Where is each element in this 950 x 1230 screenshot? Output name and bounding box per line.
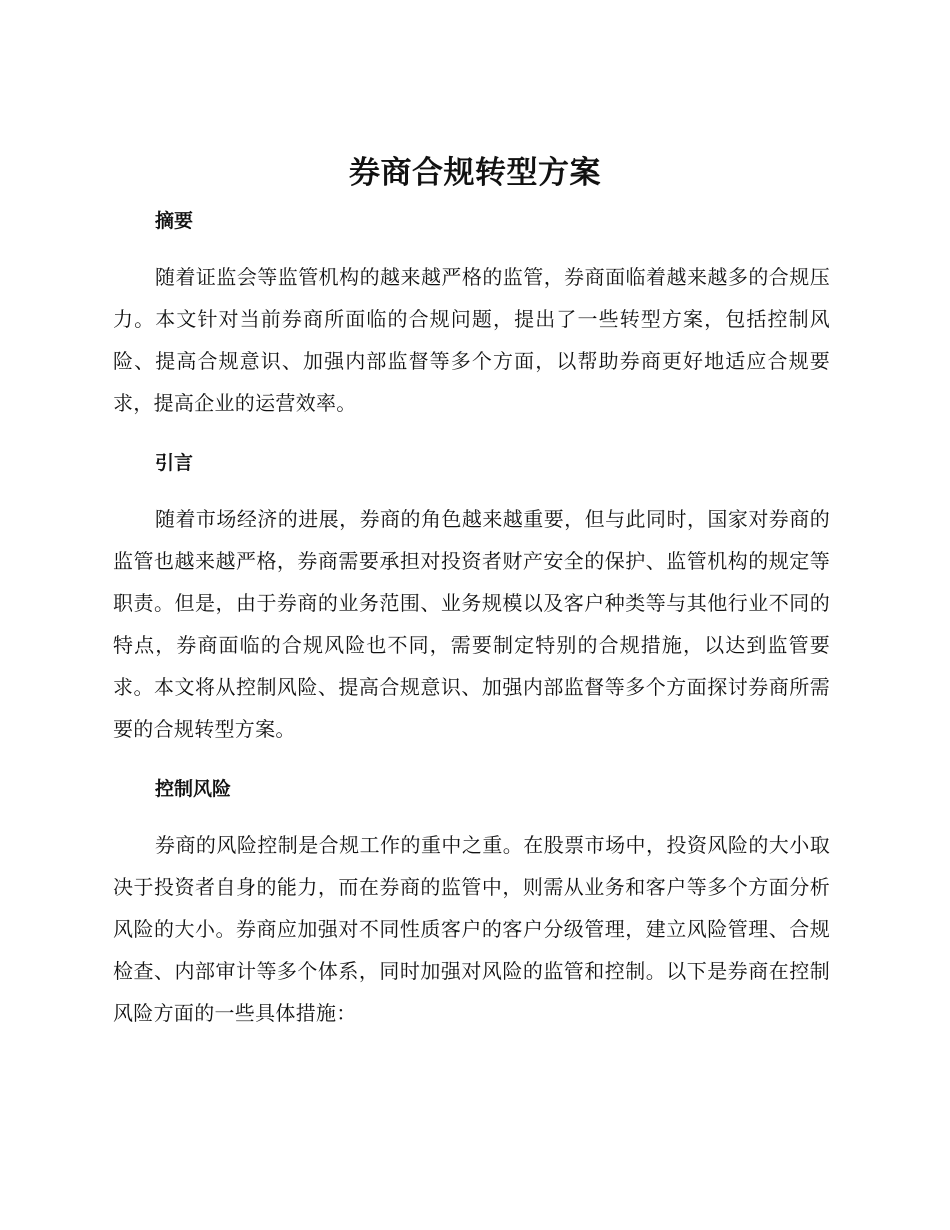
section-heading-abstract: 摘要 <box>155 210 194 232</box>
section-heading-risk-control: 控制风险 <box>155 778 232 800</box>
document-title: 券商合规转型方案 <box>349 155 601 191</box>
paragraph-introduction: 随着市场经济的进展，券商的角色越来越重要，但与此同时，国家对券商的监管也越来越严格，券商需要承担对投资者财产安全的保护、监管机构的规定等职责。但是，由于券商的业务范围、业务规模以及客户种类等与其他行业不同的特点，券商面临的合规风险也不同，需要制定特别的合规措施，以达到监管要求。本文将从控制风险、提高合规意识、加强内部监督等多个方面探讨券商所需要的合规转型方案。 <box>113 507 830 741</box>
paragraph-risk-control: 券商的风险控制是合规工作的重中之重。在股票市场中，投资风险的大小取决于投资者自身的能力，而在券商的监管中，则需从业务和客户等多个方面分析风险的大小。券商应加强对不同性质客户的客户分级管理，建立风险管理、合规检查、内部审计等多个体系，同时加强对风险的监管和控制。以下是券商在控制风险方面的一些具体措施： <box>113 833 830 1025</box>
document-body <box>113 202 830 1034</box>
paragraph-abstract: 随着证监会等监管机构的越来越严格的监管，券商面临着越来越多的合规压力。本文针对当前券商所面临的合规问题，提出了一些转型方案，包括控制风险、提高合规意识、加强内部监督等多个方面，以帮助券商更好地适应合规要求，提高企业的运营效率。 <box>113 265 830 415</box>
section-heading-introduction: 引言 <box>155 452 194 474</box>
